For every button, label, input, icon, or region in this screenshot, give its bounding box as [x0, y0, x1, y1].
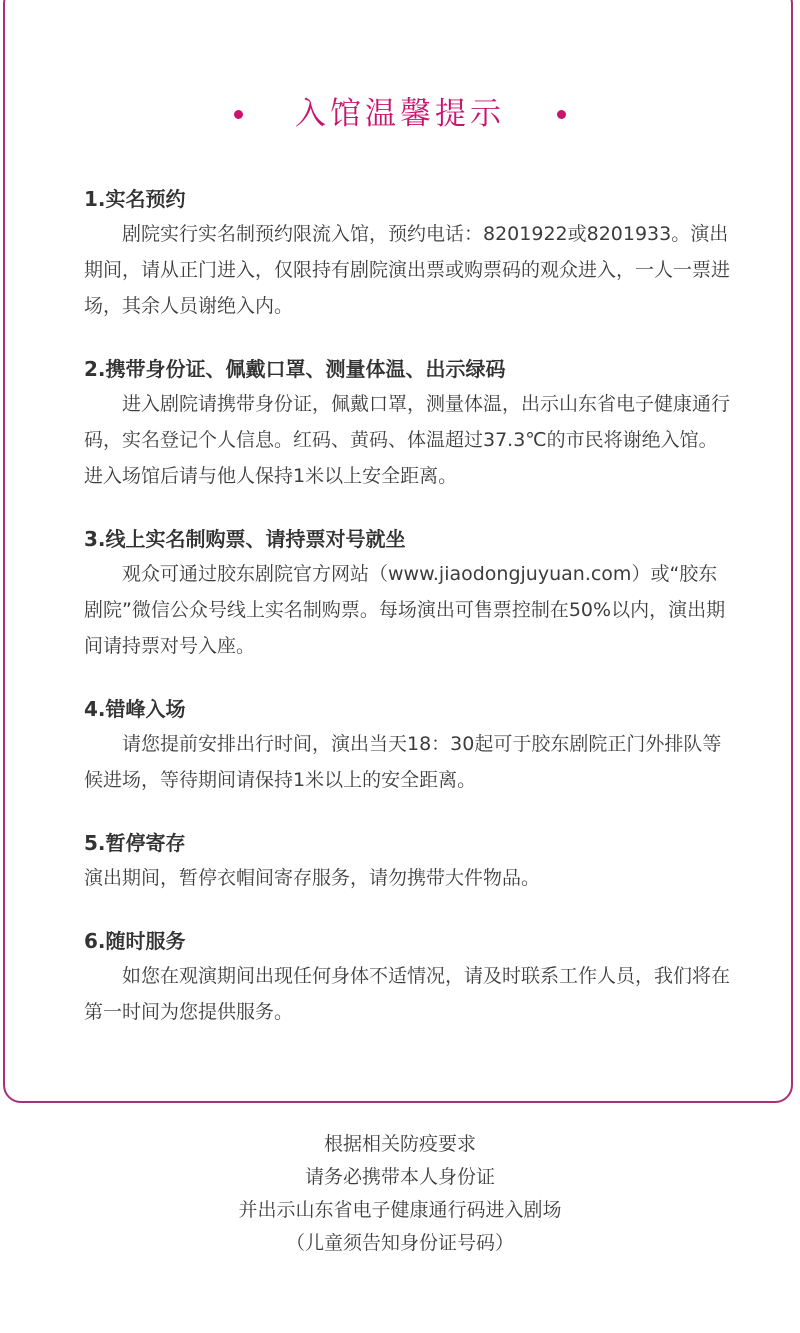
notice-content	[84, 182, 734, 1058]
section-heading: 1.实名预约	[84, 187, 186, 211]
section-body: 进入剧院请携带身份证，佩戴口罩，测量体温，出示山东省电子健康通行码，实名登记个人信息。红码、黄码、体温超过37.3℃的市民将谢绝入馆。进入场馆后请与他人保持1米以上安全距离。	[84, 393, 731, 487]
footer-line: 根据相关防疫要求	[323, 1133, 476, 1155]
bullet-dot-left-icon	[234, 110, 243, 119]
footer-line: 请务必携带本人身份证	[304, 1166, 495, 1188]
section-heading: 5.暂停寄存	[84, 831, 186, 855]
bullet-dot-right-icon	[557, 110, 566, 119]
section-service	[84, 924, 734, 1030]
footer-line: 并出示山东省电子健康通行码进入剧场	[238, 1199, 562, 1221]
section-body: 剧院实行实名制预约限流入馆，预约电话：8201922或8201933。演出期间，请从正门进入，仅限持有剧院演出票或购票码的观众进入，一人一票进场，其余人员谢绝入内。	[84, 223, 731, 317]
section-health-check	[84, 352, 734, 494]
section-staggered-entry	[84, 692, 734, 798]
section-ticketing	[84, 522, 734, 664]
section-body: 演出期间，暂停衣帽间寄存服务，请勿携带大件物品。	[84, 867, 541, 889]
title-row	[0, 92, 800, 136]
section-heading: 6.随时服务	[84, 929, 186, 953]
section-body: 观众可通过胶东剧院官方网站（www.jiaodongjuyuan.com）或“胶东剧院”微信公众号线上实名制购票。每场演出可售票控制在50%以内，演出期间请持票对号入座。	[84, 563, 726, 657]
page-title: 入馆温馨提示	[295, 96, 505, 132]
section-reservation	[84, 182, 734, 324]
section-heading: 3.线上实名制购票、请持票对号就坐	[84, 527, 406, 551]
section-heading: 2.携带身份证、佩戴口罩、测量体温、出示绿码	[84, 357, 506, 381]
footer-line: （儿童须告知身份证号码）	[285, 1232, 514, 1254]
section-cloakroom	[84, 826, 734, 896]
footer-notice	[0, 1128, 800, 1260]
section-body: 如您在观演期间出现任何身体不适情况，请及时联系工作人员，我们将在第一时间为您提供服务。	[84, 965, 731, 1023]
section-body: 请您提前安排出行时间，演出当天18：30起可于胶东剧院正门外排队等候进场，等待期间请保持1米以上的安全距离。	[84, 733, 722, 791]
section-heading: 4.错峰入场	[84, 697, 186, 721]
